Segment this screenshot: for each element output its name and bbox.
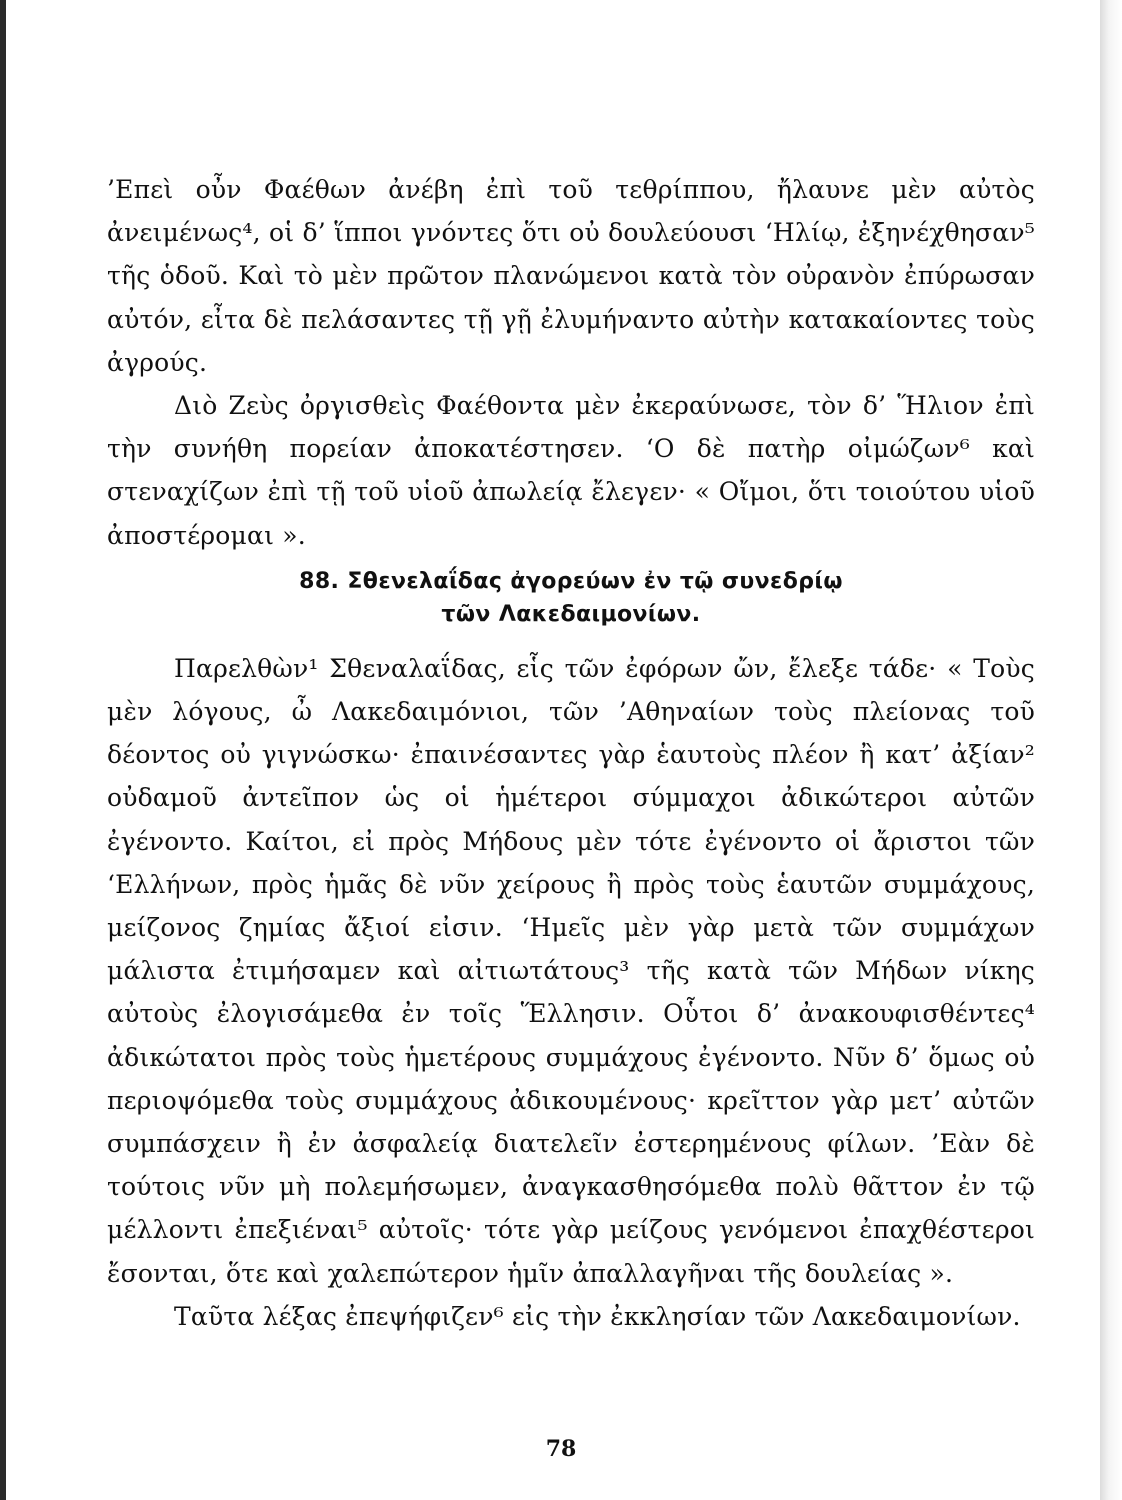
page-body [107,168,1035,1338]
scan-right-edge [1100,0,1122,1500]
paragraph-phaethon-ride: ’Επεὶ οὖν Φαέθων ἀνέβη ἐπὶ τοῦ τεθρίππου, ἤλαυνε μὲν αὐτὸς ἀνειμένως⁴, οἱ δ’ ἵπποι γνόντες ὅτι οὐ δουλεύουσι ‘Ηλίῳ, ἐξηνέχθησαν⁵ τῆς ὁδοῦ. Καὶ τὸ μὲν πρῶτον πλανώμενοι κατὰ τὸν οὐρανὸν ἐπύρωσαν αὐτόν, εἶτα δὲ πελάσαντες τῇ γῇ ἐλυμήναντο αὐτὴν κατακαίοντες τοὺς ἀγρούς. [107,175,1035,377]
section-heading [107,565,1035,631]
section-sthenelaidas [107,647,1035,1338]
page-number: 78 [545,1436,577,1462]
paragraph-vote: Ταῦτα λέξας ἐπεψήφιζεν⁶ εἰς τὴν ἐκκλησίαν τῶν Λακεδαιμονίων. [174,1301,1021,1331]
section-phaethon [107,168,1035,557]
heading-line-1: 88. Σθενελαΐδας ἀγορεύων ἐν τῷ συνεδρίῳ [299,568,843,594]
heading-line-2: τῶν Λακεδαιμονίων. [441,601,701,627]
paragraph-sthenelaidas-speech: Παρελθὼν¹ Σθεναλαΐδας, εἷς τῶν ἐφόρων ὤν, ἔλεξε τάδε· « Τοὺς μὲν λόγους, ὦ Λακεδαιμόνιοι, τῶν ’Αθηναίων τοὺς πλείονας τοῦ δέοντος οὐ γιγνώσκω· ἐπαινέσαντες γὰρ ἑαυτοὺς πλέον ἢ κατ’ ἀξίαν² οὐδαμοῦ ἀντεῖπον ὡς οἱ ἡμέτεροι σύμμαχοι ἀδικώτεροι αὐτῶν ἐγένοντο. Καίτοι, εἰ πρὸς Μήδους μὲν τότε ἐγένοντο οἱ ἄριστοι τῶν ‘Ελλήνων, πρὸς ἡμᾶς δὲ νῦν χείρους ἢ πρὸς τοὺς ἑαυτῶν συμμάχους, μείζονος ζημίας ἄξιοί εἰσιν. ‘Ημεῖς μὲν γὰρ μετὰ τῶν συμμάχων μάλιστα ἐτιμήσαμεν καὶ αἰτιωτάτους³ τῆς κατὰ τῶν Μήδων νίκης αὐτοὺς ἐλογισάμεθα ἐν τοῖς Ἕλλησιν. Οὗτοι δ’ ἀνακουφισθέντες⁴ ἀδικώτατοι πρὸς τοὺς ἡμετέρους συμμάχους ἐγένοντο. Νῦν δ’ ὅμως οὐ περιοψόμεθα τοὺς συμμάχους ἀδικουμένους· κρεῖττον γὰρ μετ’ αὐτῶν συμπάσχειν ἢ ἐν ἀσφαλείᾳ διατελεῖν ἐστερημένους φίλων. ’Εὰν δὲ τούτοις νῦν μὴ πολεμήσωμεν, ἀναγκασθησόμεθα πολὺ θᾶττον ἐν τῷ μέλλοντι ἐπεξιέναι⁵ αὐτοῖς· τότε γὰρ μείζους γενόμενοι ἐπαχθέστεροι ἔσονται, ὅτε καὶ χαλεπώτερον ἡμῖν ἀπαλλαγῆναι τῆς δουλείας ». [107,653,1035,1288]
paragraph-zeus-thunderbolt: Διὸ Ζεὺς ὀργισθεὶς Φαέθοντα μὲν ἐκεραύνωσε, τὸν δ’ Ἥλιον ἐπὶ τὴν συνήθη πορείαν ἀποκατέστησεν. ‘Ο δὲ πατὴρ οἰμώζων⁶ καὶ στεναχίζων ἐπὶ τῇ τοῦ υἱοῦ ἀπωλείᾳ ἔλεγεν· « Οἴμοι, ὅτι τοιούτου υἱοῦ ἀποστέρομαι ». [107,391,1035,550]
scan-left-edge [0,0,6,1500]
